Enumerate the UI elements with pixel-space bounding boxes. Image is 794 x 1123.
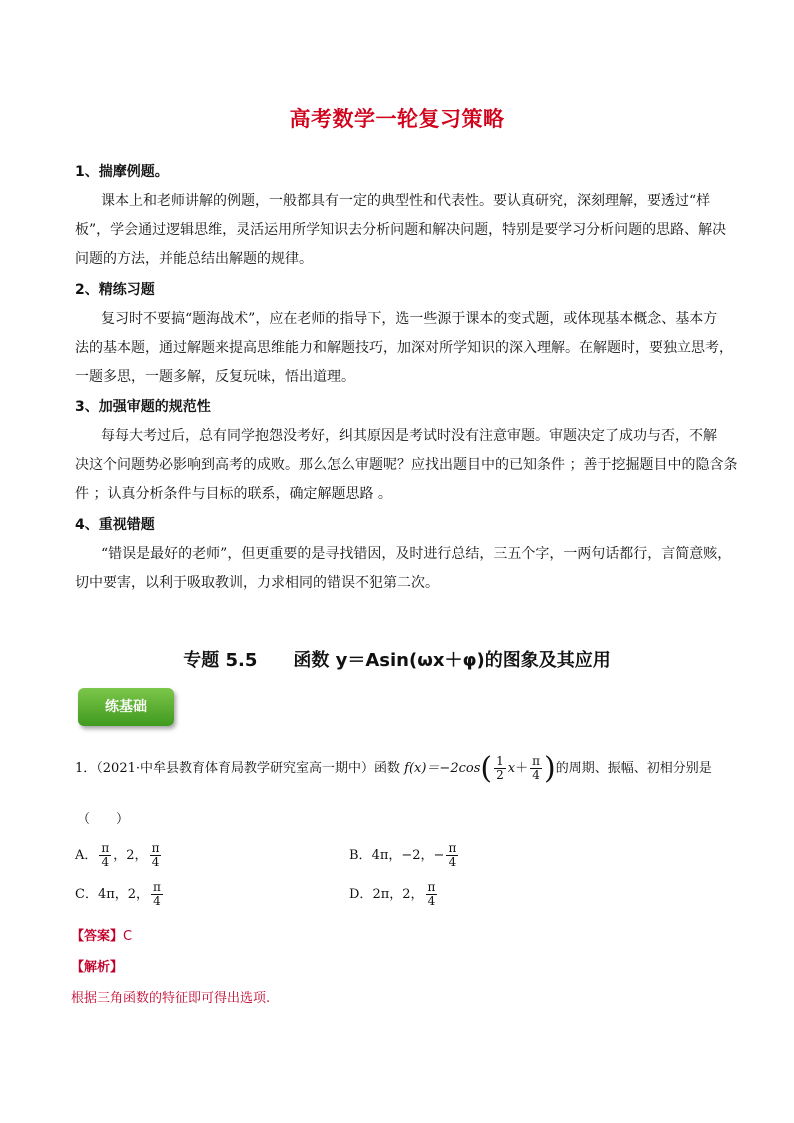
section-4-heading: 4、重视错题 [75, 517, 155, 533]
right-paren: ) [543, 751, 556, 786]
section-3-line-2: 决这个问题势必影响到高考的成败。那么怎么审题呢？应找出题目中的已知条件 ；善于挖掘题目中的隐含条 [75, 457, 738, 473]
option-b: B．4π，−2，− $\frac{\pi}{4}$ [349, 841, 457, 869]
option-d: D．2π，2， $\frac{\pi}{4}$ [349, 880, 436, 908]
answer-blank: （ ） [77, 812, 130, 827]
answer-label: 【答案】 [71, 929, 124, 944]
section-1-heading: 1、揣摩例题。 [75, 164, 169, 180]
section-2-line-1: 复习时不要搞“题海战术”，应在老师的指导下，选一些源于课本的变式题，或体现基本概念、基本方 [101, 311, 718, 327]
section-2-line-2: 法的基本题，通过解题来提高思维能力和解题技巧，加深对所学知识的深入理解。在解题时，要独立思考， [75, 340, 733, 356]
section-1-line-1: 课本上和老师讲解的例题，一般都具有一定的典型性和代表性。要认真研究，深刻理解，要透过“样 [101, 193, 711, 209]
practice-tab: 练基础 [78, 688, 174, 726]
variable-x: x [507, 761, 516, 776]
left-paren: ( [480, 751, 493, 786]
section-3-heading: 3、加强审题的规范性 [75, 399, 211, 415]
question-1 [75, 751, 735, 786]
topic-title: 专题 5.5 函数 y＝Asin(ωx＋φ)的图象及其应用 [183, 650, 611, 671]
answer-value: C [123, 929, 133, 944]
analysis-text: 根据三角函数的特征即可得出选项. [71, 991, 271, 1006]
section-2-body [75, 305, 733, 392]
fraction-one-half: $\frac{1}{2}$ [496, 754, 504, 782]
section-4-line-2: 切中要害，以利于吸取教训，力求相同的错误不犯第二次。 [75, 575, 439, 591]
section-4-body [75, 540, 732, 598]
document-title: 高考数学一轮复习策略 [289, 107, 505, 131]
plus-sign: ＋ [515, 761, 529, 776]
section-2-heading: 2、精练习题 [75, 282, 155, 298]
question-suffix: 的周期、振幅、初相分别是 [555, 761, 712, 776]
section-2-line-3: 一题多思，一题多解，反复玩味，悟出道理。 [75, 369, 355, 385]
question-source: （2021·中牟县教育体育局教学研究室高一期中）函数 [96, 761, 400, 776]
fraction-pi-over-4: $\frac{\pi}{4}$ [532, 754, 540, 782]
section-3-line-3: 件 ；认真分析条件与目标的联系，确定解题思路 。 [75, 486, 392, 502]
answer-line [71, 925, 132, 944]
analysis-label: 【解析】 [71, 960, 124, 975]
section-1-line-2: 板”，学会通过逻辑思维，灵活运用所学知识去分析问题和解决问题，特别是要学习分析问题的思路、解决 [75, 222, 727, 238]
section-3-line-1: 每每大考过后，总有同学抱怨没考好，纠其原因是考试时没有注意审题。审题决定了成功与否，不解 [101, 428, 717, 444]
section-1-body [75, 187, 727, 274]
option-c: C．4π，2， $\frac{\pi}{4}$ [75, 880, 161, 908]
question-number: 1． [75, 761, 97, 776]
section-4-line-1: “错误是最好的老师”，但更重要的是寻找错因，及时进行总结，三五个字，一两句话都行，言简意赅， [101, 546, 732, 562]
section-3-body [75, 422, 738, 509]
section-1-line-3: 问题的方法，并能总结出解题的规律。 [75, 251, 313, 267]
option-a: A． $\frac{\pi}{4}$ ，2， $\frac{\pi}{4}$ [75, 841, 160, 869]
function-lhs: f(x)＝−2cos [404, 761, 481, 776]
